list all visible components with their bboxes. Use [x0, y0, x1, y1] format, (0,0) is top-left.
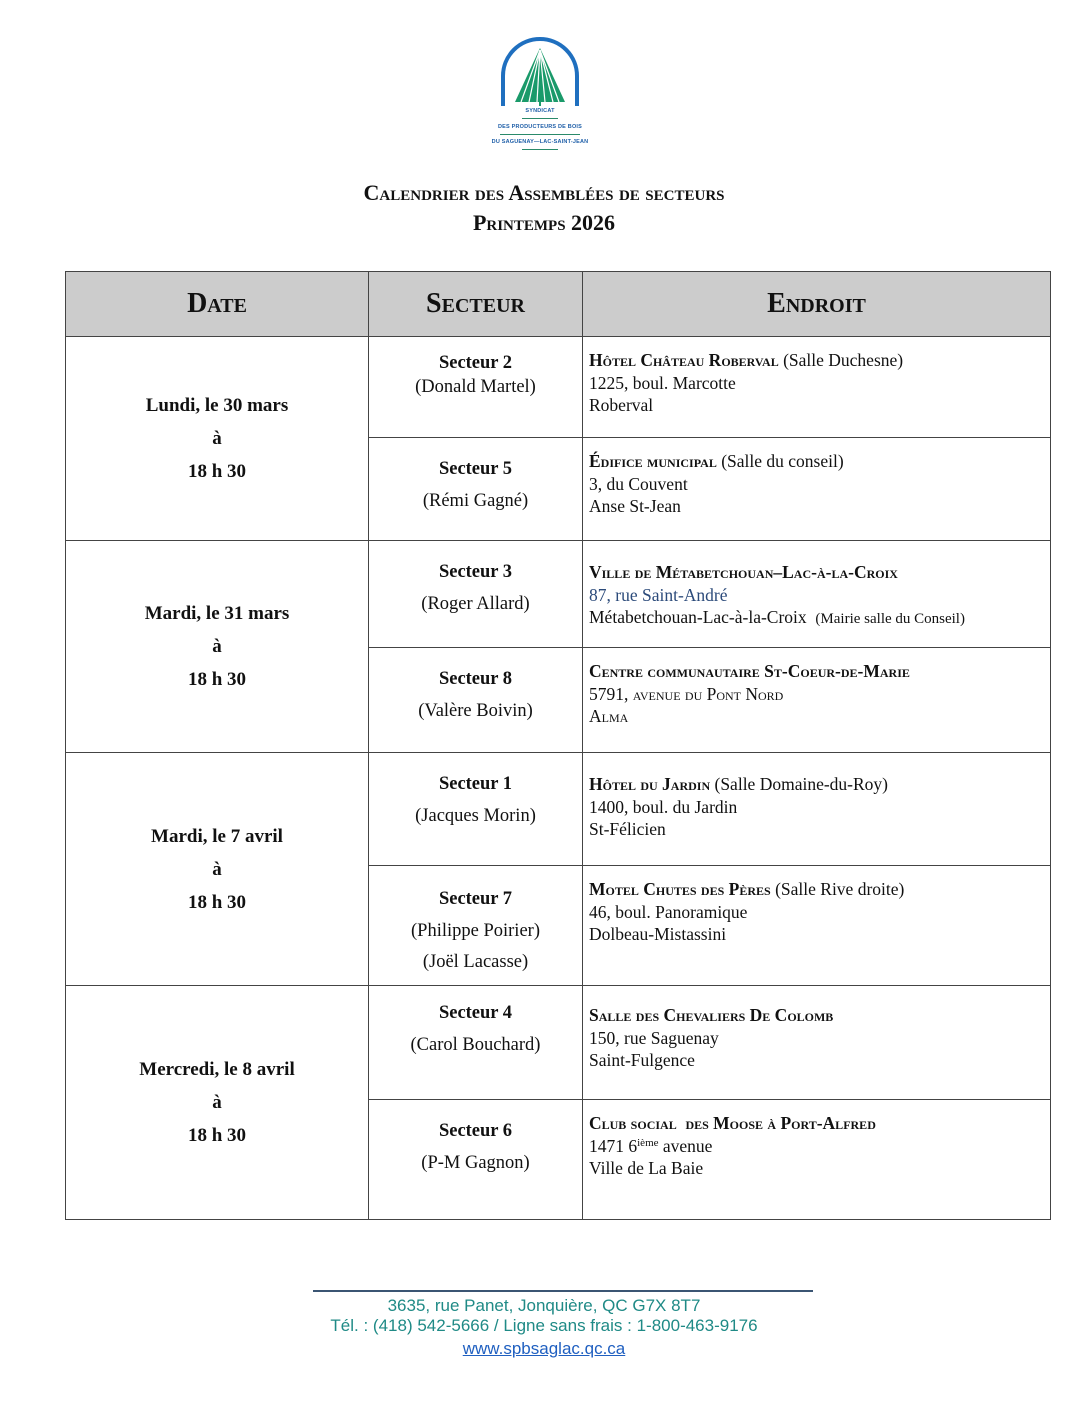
venue-city: Ville de La Baie [589, 1158, 704, 1178]
table-row [66, 753, 1051, 866]
venue-city: Dolbeau-Mistassini [589, 924, 727, 944]
sector-name: Secteur 8 [438, 669, 513, 689]
venue-city: Saint-Fulgence [589, 1050, 695, 1070]
meeting-date: Mercredi, le 8 avril [139, 1059, 295, 1080]
venue-room: (Mairie salle du Conseil) [815, 611, 965, 627]
sector-name: Secteur 4 [438, 1003, 513, 1023]
logo-line-2: DES PRODUCTEURS DE BOIS [497, 124, 583, 130]
sector-cell [369, 1100, 583, 1220]
venue-room: (Salle du conseil) [716, 451, 844, 471]
venue-address: 46, boul. Panoramique [589, 901, 748, 922]
sector-cell [369, 438, 583, 541]
logo-divider [522, 149, 558, 150]
sector-name: Secteur 1 [438, 774, 513, 794]
date-cell [66, 541, 369, 753]
venue-name: Hôtel Château Roberval [589, 350, 779, 370]
venue-address: 1400, boul. du Jardin [589, 796, 738, 817]
location-cell [583, 438, 1051, 541]
sector-representative: (Jacques Morin) [415, 806, 536, 826]
venue-room: (Salle Domaine-du-Roy) [710, 774, 888, 794]
venue-name: Hôtel du Jardin [589, 774, 711, 794]
venue-address [589, 1135, 1044, 1158]
address-superscript: ième [637, 1136, 659, 1149]
sector-name: Secteur 7 [438, 889, 513, 909]
meeting-time: 18 h 30 [187, 1125, 247, 1146]
footer-website-link[interactable]: www.spbsaglac.qc.ca [462, 1339, 626, 1358]
meeting-time: 18 h 30 [187, 669, 247, 690]
sector-cell [369, 337, 583, 438]
logo-divider [522, 118, 558, 119]
footer-phone: Tél. : (418) 542-5666 / Ligne sans frais : 1-800-463-9176 [330, 1316, 758, 1335]
meeting-time: 18 h 30 [187, 461, 247, 482]
date-connector: à [212, 636, 222, 657]
location-cell [583, 337, 1051, 438]
table-row [66, 337, 1051, 438]
date-connector: à [212, 428, 222, 449]
sector-representative: (Valère Boivin) [418, 701, 533, 721]
table-header-row [66, 272, 1051, 337]
venue-name: Centre communautaire St-Coeur-de-Marie [589, 661, 910, 681]
location-cell [583, 753, 1051, 866]
date-connector: à [212, 1092, 222, 1113]
sector-representative: (Donald Martel) [415, 377, 536, 397]
sector-cell [369, 986, 583, 1100]
sector-name: Secteur 3 [438, 562, 513, 582]
location-cell [583, 1100, 1051, 1220]
logo-line-1: SYNDICAT [525, 108, 555, 114]
venue-name: Motel Chutes des Pères [589, 879, 771, 899]
venue-address: 5791, avenue du Pont Nord [589, 683, 784, 704]
address-number: 1471 6 [589, 1135, 638, 1156]
table-row [66, 541, 1051, 648]
header-date: Date [66, 272, 369, 337]
document-subtitle: Printemps 2026 [472, 210, 616, 235]
venue-name: Salle des Chevaliers De Colomb [589, 1005, 834, 1025]
logo-divider [500, 134, 580, 135]
sector-cell [369, 541, 583, 648]
logo-line-3: DU SAGUENAY—LAC-SAINT-JEAN [491, 139, 589, 145]
venue-room: (Salle Rive droite) [770, 879, 905, 899]
date-cell [66, 986, 369, 1220]
schedule-table [65, 271, 1051, 1220]
sector-name: Secteur 6 [438, 1121, 513, 1141]
sector-representative: (P-M Gagnon) [421, 1153, 530, 1173]
sector-representative: (Rémi Gagné) [422, 491, 529, 511]
date-cell [66, 337, 369, 541]
sector-cell [369, 753, 583, 866]
footer-address: 3635, rue Panet, Jonquière, QC G7X 8T7 [387, 1296, 701, 1315]
date-connector: à [212, 858, 222, 880]
venue-room: (Salle Duchesne) [778, 350, 904, 370]
meeting-time: 18 h 30 [187, 891, 247, 913]
location-cell [583, 648, 1051, 753]
address-street: avenue [658, 1135, 713, 1156]
venue-name: Ville de Métabetchouan–Lac-à-la-Croix [589, 562, 898, 582]
venue-address: 1225, boul. Marcotte [589, 372, 736, 393]
sector-representative: (Philippe Poirier) [411, 921, 540, 941]
location-cell [583, 986, 1051, 1100]
meeting-date: Mardi, le 31 mars [144, 603, 290, 624]
venue-address: 87, rue Saint-André [589, 584, 728, 605]
venue-city: Anse St-Jean [589, 496, 681, 516]
venue-city: Roberval [589, 395, 654, 415]
venue-city: Métabetchouan-Lac-à-la-Croix [589, 607, 807, 627]
venue-city: Alma [589, 706, 629, 726]
sector-cell [369, 866, 583, 986]
document-title: Calendrier des Assemblées de secteurs [363, 180, 725, 205]
meeting-date: Lundi, le 30 mars [145, 395, 289, 416]
meeting-date: Mardi, le 7 avril [151, 825, 283, 847]
venue-name: Édifice municipal [589, 451, 717, 471]
venue-name: Club social des Moose à Port-Alfred [589, 1113, 876, 1133]
venue-address: 3, du Couvent [589, 473, 688, 494]
header-sector: Secteur [369, 272, 583, 337]
location-cell [583, 866, 1051, 986]
date-cell [66, 753, 369, 986]
venue-city: St-Félicien [589, 819, 666, 839]
sector-name: Secteur 5 [438, 459, 513, 479]
sector-representative: (Joël Lacasse) [422, 952, 529, 972]
table-row [66, 986, 1051, 1100]
location-cell [583, 541, 1051, 648]
sector-cell [369, 648, 583, 753]
sector-representative: (Roger Allard) [421, 594, 530, 614]
sector-representative: (Carol Bouchard) [410, 1035, 541, 1055]
header-location: Endroit [583, 272, 1051, 337]
footer-divider [313, 1290, 813, 1292]
sector-name: Secteur 2 [438, 353, 513, 373]
venue-address: 150, rue Saguenay [589, 1027, 719, 1048]
